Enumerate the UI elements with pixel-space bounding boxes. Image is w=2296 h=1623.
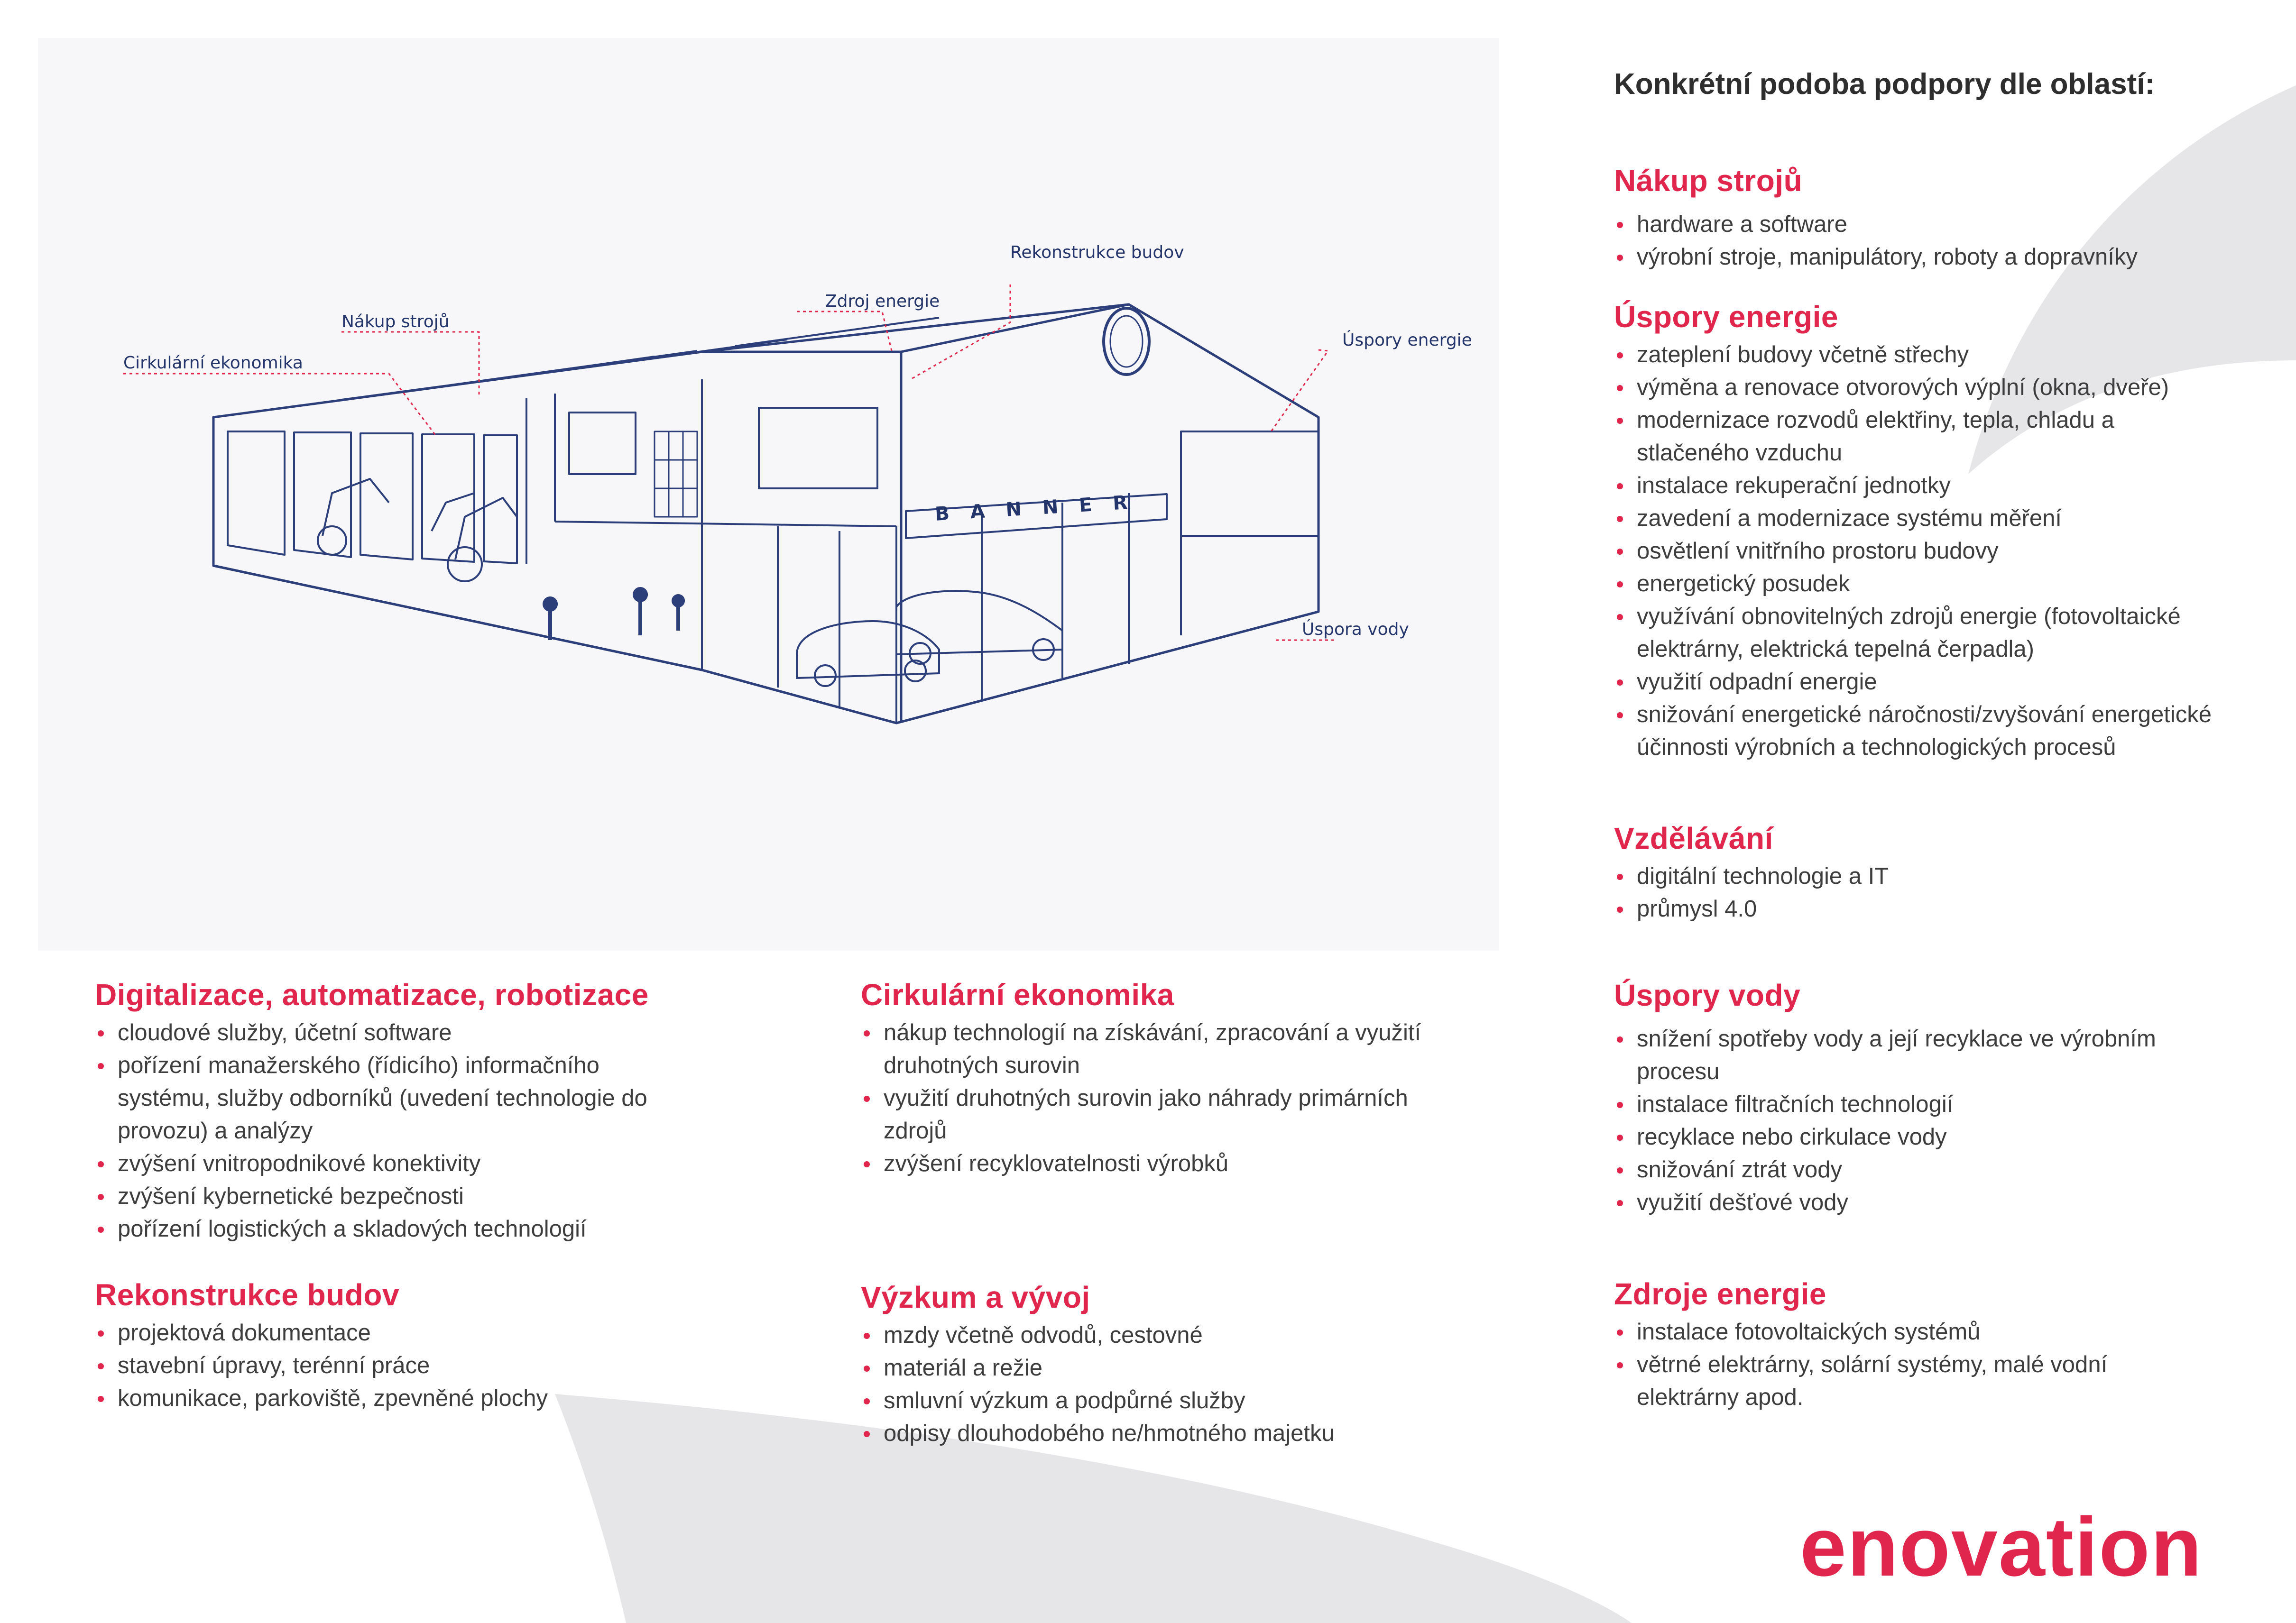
list-item: digitální technologie a IT [1614, 860, 2231, 893]
section-digitalizace [95, 978, 711, 1246]
list-item: snižování ztrát vody [1614, 1154, 2231, 1186]
list-item: využívání obnovitelných zdrojů energie (fotovoltaické elektrárny, elektrická tepelná čerpadla) [1614, 600, 2234, 666]
section-vzdelavani [1614, 821, 2231, 926]
list-item: využití odpadní energie [1614, 666, 2231, 698]
section-nakup-stroju [1614, 164, 2231, 274]
list-item: cloudové služby, účetní software [95, 1017, 711, 1049]
callout-uspora-vody: Úspora vody [1302, 620, 1409, 639]
floor-slab [213, 566, 1319, 723]
bullet-list [1614, 208, 2231, 274]
car-1 [797, 621, 939, 678]
list-item: zvýšení recyklovatelnosti výrobků [861, 1147, 1477, 1180]
bullet-list [1614, 339, 2231, 764]
list-item: zateplení budovy včetně střechy [1614, 339, 2231, 371]
list-item: komunikace, parkoviště, zpevněné plochy [95, 1382, 711, 1415]
list-item: průmysl 4.0 [1614, 893, 2231, 926]
section-title: Digitalizace, automatizace, robotizace [95, 978, 649, 1012]
list-item: recyklace nebo cirkulace vody [1614, 1121, 2231, 1154]
banner-label: BANNER [934, 490, 1149, 525]
list-item: modernizace rozvodů elektřiny, tepla, chladu a stlačeného vzduchu [1614, 404, 2139, 469]
partitions [213, 379, 1319, 723]
section-uspory-vody [1614, 978, 2231, 1219]
callout-zdroj-energie: Zdroj energie [825, 292, 940, 311]
office-window [569, 413, 636, 474]
list-item: výrobní stroje, manipulátory, roboty a dopravníky [1614, 241, 2231, 274]
section-uspory-energie [1614, 300, 2231, 764]
list-item: snížení spotřeby vody a její recyklace ve výrobním procesu [1614, 1023, 2206, 1088]
section-title: Rekonstrukce budov [95, 1278, 400, 1312]
list-item: instalace fotovoltaických systémů [1614, 1316, 2231, 1348]
list-item: instalace filtračních technologií [1614, 1088, 2231, 1121]
bullet-list [861, 1319, 1477, 1450]
list-item: osvětlení vnitřního prostoru budovy [1614, 535, 2231, 568]
list-item: stavební úpravy, terénní práce [95, 1349, 711, 1382]
list-item: zvýšení kybernetické bezpečnosti [95, 1180, 711, 1213]
list-item: mzdy včetně odvodů, cestovné [861, 1319, 1477, 1352]
section-cirkularni [861, 978, 1477, 1180]
list-item: snižování energetické náročnosti/zvyšování energetické účinnosti výrobních a technologických procesů [1614, 698, 2225, 764]
section-title: Úspory vody [1614, 978, 1801, 1012]
section-title: Zdroje energie [1614, 1277, 1826, 1311]
list-item: materiál a režie [861, 1352, 1477, 1385]
people [544, 588, 684, 611]
section-title: Cirkulární ekonomika [861, 978, 1174, 1012]
section-vyzkum [861, 1280, 1477, 1450]
list-item: hardware a software [1614, 208, 2231, 241]
bullet-list [95, 1317, 711, 1415]
upper-window [759, 408, 877, 488]
section-title: Nákup strojů [1614, 164, 1803, 198]
building-illustration [38, 38, 1499, 951]
left-windows [228, 431, 517, 563]
section-title: Vzdělávání [1614, 821, 1773, 855]
list-item: pořízení manažerského (řídicího) informačního systému, služby odborníků (uvedení technologie do provozu) a analýzy [95, 1049, 663, 1147]
list-item: smluvní výzkum a podpůrné služby [861, 1385, 1477, 1417]
list-item: zavedení a modernizace systému měření [1614, 502, 2231, 535]
bullet-list [95, 1017, 711, 1246]
list-item: větrné elektrárny, solární systémy, malé vodní elektrárny apod. [1614, 1348, 2196, 1414]
section-zdroje-energie [1614, 1277, 2231, 1414]
callout-cirkularni: Cirkulární ekonomika [123, 353, 303, 373]
callout-nakup-stroju: Nákup strojů [341, 312, 450, 331]
list-item: výměna a renovace otvorových výplní (okna, dveře) [1614, 371, 2231, 404]
bullet-list [1614, 860, 2231, 926]
office-grid [655, 431, 697, 517]
list-item: odpisy dlouhodobého ne/hmotného majetku [861, 1417, 1477, 1450]
list-item: energetický posudek [1614, 568, 2231, 600]
list-item: pořízení logistických a skladových technologií [95, 1213, 711, 1246]
car-2 [896, 591, 1062, 654]
callout-lines [123, 284, 1337, 640]
list-item: využití druhotných surovin jako náhrady primárních zdrojů [861, 1082, 1453, 1147]
bullet-list [1614, 1316, 2231, 1414]
callout-rekonstrukce: Rekonstrukce budov [1010, 243, 1184, 262]
list-item: zvýšení vnitropodnikové konektivity [95, 1147, 711, 1180]
section-title: Výzkum a vývoj [861, 1280, 1090, 1314]
intro-heading: Konkrétní podoba podpory dle oblastí: [1614, 68, 2155, 101]
building-drawing [38, 38, 1499, 951]
bullet-list [861, 1017, 1477, 1180]
enovation-logo: enovation [1800, 1501, 2203, 1594]
section-rekonstrukce [95, 1278, 711, 1415]
list-item: instalace rekuperační jednotky [1614, 469, 2231, 502]
list-item: nákup technologií na získávání, zpracování a využití druhotných surovin [861, 1017, 1476, 1082]
bullet-list [1614, 1023, 2231, 1219]
section-title: Úspory energie [1614, 300, 1838, 334]
building-outline [213, 304, 1319, 723]
callout-uspory-energie: Úspory energie [1342, 330, 1472, 350]
list-item: projektová dokumentace [95, 1317, 711, 1349]
list-item: využití dešťové vody [1614, 1186, 2231, 1219]
